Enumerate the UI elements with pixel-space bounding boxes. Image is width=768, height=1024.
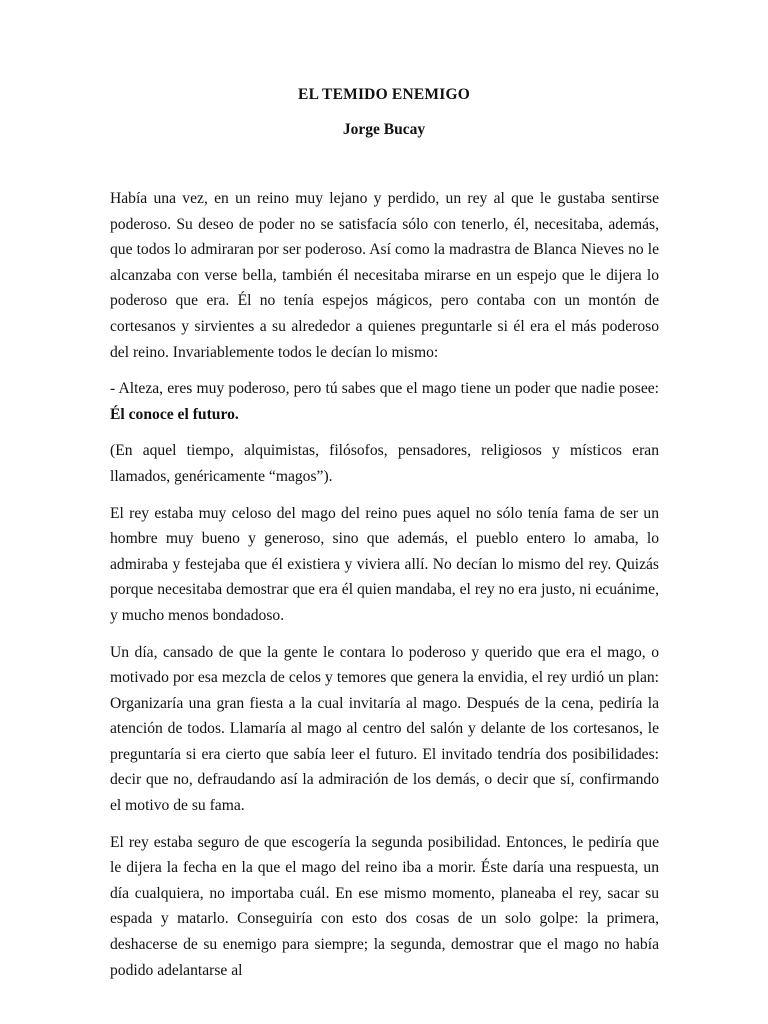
document-title: EL TEMIDO ENEMIGO bbox=[298, 86, 470, 103]
paragraph-1: Había una vez, en un reino muy lejano y perdido, un rey al que le gustaba sentirse poderoso. Su deseo de poder no se satisfacía sólo con tenerlo, él, necesitaba, además, que todos lo admiraran por ser poderoso. Así como la madrastra de Blanca Nieves no le alcanzaba con verse bella, también él necesitaba mirarse en un espejo que le dijera lo poderoso que era. Él no tenía espejos mágicos, pero contaba con un montón de cortesanos y sirvientes a su alrededor a quienes preguntarle si él era el más poderoso del reino. Invariablemente todos le decían lo mismo: bbox=[110, 190, 659, 361]
paragraph-3: (En aquel tiempo, alquimistas, filósofos, pensadores, religiosos y místicos eran llamados, genéricamente “magos”). bbox=[110, 442, 659, 485]
document-author: Jorge Bucay bbox=[342, 121, 426, 138]
paragraph-4: El rey estaba muy celoso del mago del reino pues aquel no sólo tenía fama de ser un hombre muy bueno y generoso, sino que además, el pueblo entero lo amaba, lo admiraba y festejaba que él existiera y viviera allí. No decían lo mismo del rey. Quizás porque necesitaba demostrar que era él quien mandaba, el rey no era justo, ni ecuánime, y mucho menos bondadoso. bbox=[110, 504, 659, 624]
paragraph-2 bbox=[110, 376, 659, 427]
paragraph-2-text: - Alteza, eres muy poderoso, pero tú sabes que el mago tiene un poder que nadie posee: bbox=[110, 380, 659, 398]
paragraph-5: Un día, cansado de que la gente le contara lo poderoso y querido que era el mago, o motivado por esa mezcla de celos y temores que genera la envidia, el rey urdió un plan: Organizaría una gran fiesta a la cual invitaría al mago. Después de la cena, pediría la atención de todos. Llamaría al mago al centro del salón y delante de los cortesanos, le preguntaría si era cierto que sabía leer el futuro. El invitado tendría dos posibilidades: decir que no, defraudando así la admiración de los demás, o decir que sí, confirmando el motivo de su fama. bbox=[110, 643, 659, 815]
paragraph-6: El rey estaba seguro de que escogería la segunda posibilidad. Entonces, le pediría que le dijera la fecha en la que el mago del reino iba a morir. Éste daría una respuesta, un día cualquiera, no importaba cuál. En ese mismo momento, planeaba el rey, sacar su espada y matarlo. Conseguiría con esto dos cosas de un solo golpe: la primera, deshacerse de su enemigo para siempre; la segunda, demostrar que el mago no había podido adelantarse al bbox=[110, 833, 659, 979]
paragraph-2-bold: Él conoce el futuro. bbox=[110, 405, 239, 423]
document-body bbox=[110, 186, 659, 994]
